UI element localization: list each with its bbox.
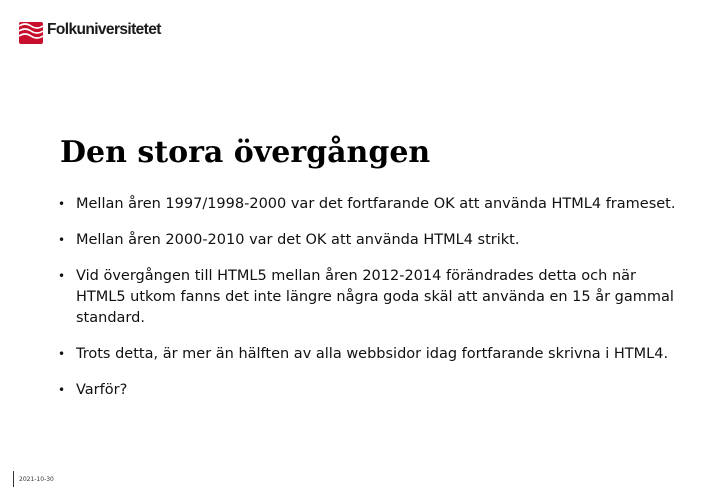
bullet-list xyxy=(58,194,678,416)
bullet-item xyxy=(58,380,678,401)
bullet-text: Vid övergången till HTML5 mellan åren 2012-2014 förändrades detta och när HTML5 utkom fanns det inte längre några goda skäl att använda en 15 år gammal standard. xyxy=(76,268,674,326)
bullet-dot-icon: • xyxy=(58,347,66,361)
logo-wordmark: Folkuniversitetet xyxy=(47,21,161,38)
bullet-item xyxy=(58,344,678,365)
bullet-text: Mellan åren 1997/1998-2000 var det fortfarande OK att använda HTML4 frameset. xyxy=(76,196,676,212)
folkuniversitetet-logo-icon xyxy=(18,17,44,47)
bullet-item xyxy=(58,266,678,329)
bullet-text: Trots detta, är mer än hälften av alla webbsidor idag fortfarande skrivna i HTML4. xyxy=(76,346,669,362)
header-logo xyxy=(18,16,161,48)
bullet-dot-icon: • xyxy=(58,197,66,211)
bullet-item xyxy=(58,194,678,215)
bullet-dot-icon: • xyxy=(58,383,66,397)
footer-divider xyxy=(13,471,14,487)
bullet-text: Mellan åren 2000-2010 var det OK att använda HTML4 strikt. xyxy=(76,232,520,248)
slide-title: Den stora övergången xyxy=(60,135,431,170)
bullet-dot-icon: • xyxy=(58,233,66,247)
bullet-text: Varför? xyxy=(76,382,128,398)
footer-date: 2021-10-30 xyxy=(19,476,54,483)
bullet-dot-icon: • xyxy=(58,269,66,283)
bullet-item xyxy=(58,230,678,251)
